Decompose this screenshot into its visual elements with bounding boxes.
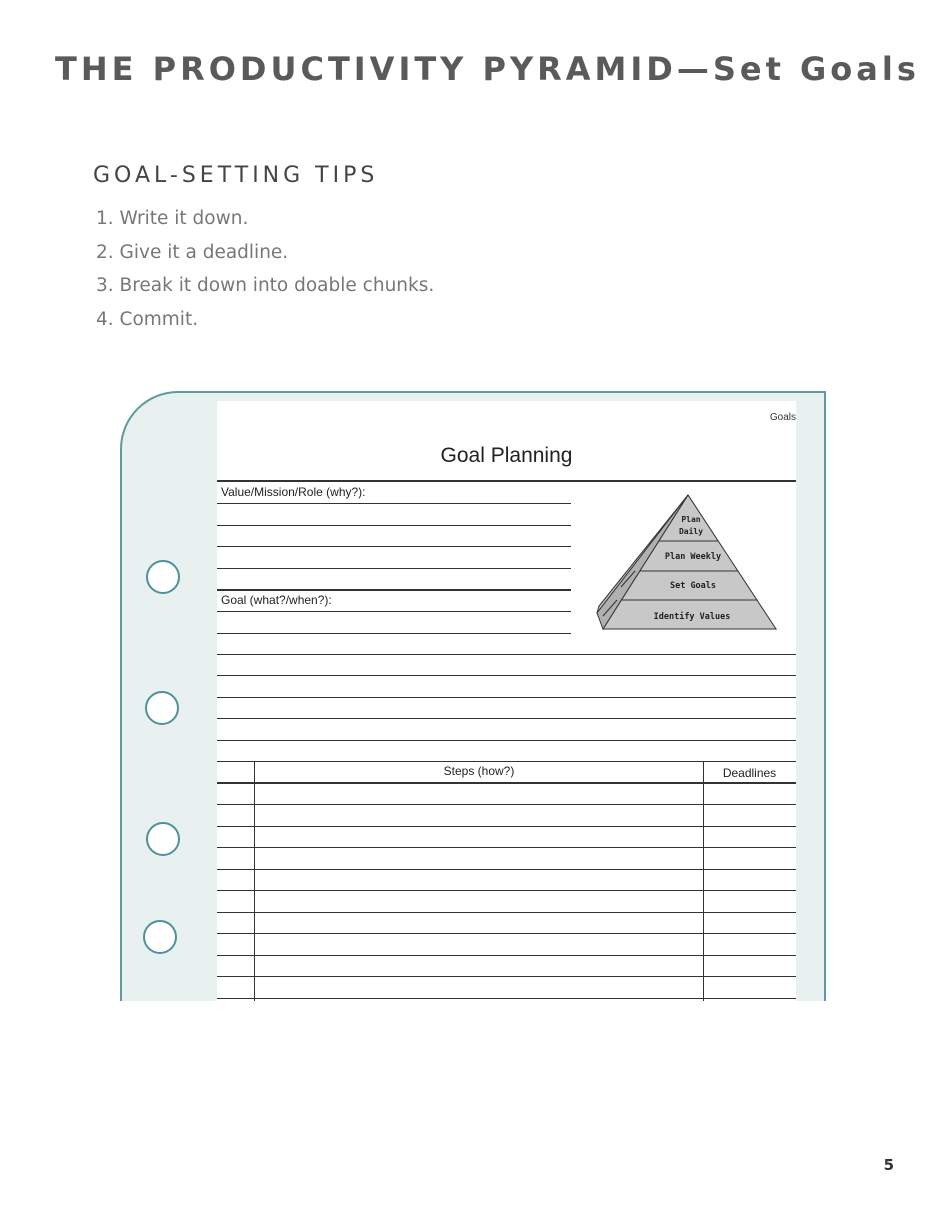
- table-row[interactable]: [217, 869, 796, 870]
- binder-hole: [146, 822, 180, 856]
- tip-item: 2. Give it a deadline.: [96, 241, 289, 263]
- value-line[interactable]: [217, 568, 571, 569]
- table-row[interactable]: [217, 933, 796, 934]
- productivity-pyramid: [595, 491, 780, 633]
- goal-label: Goal (what?/when?):: [221, 593, 332, 607]
- value-line[interactable]: [217, 546, 571, 547]
- goal-line[interactable]: [217, 740, 796, 741]
- goal-line[interactable]: [217, 675, 796, 676]
- table-row[interactable]: [217, 847, 796, 848]
- table-row[interactable]: [217, 998, 796, 999]
- pyramid-level-label: Identify Values: [653, 612, 731, 622]
- goal-line[interactable]: [217, 654, 796, 655]
- pyramid-level-label: Set Goals: [669, 581, 717, 591]
- goal-planning-form: [217, 401, 796, 1001]
- table-row[interactable]: [217, 826, 796, 827]
- value-line[interactable]: [217, 503, 571, 504]
- table-row[interactable]: [217, 976, 796, 977]
- table-col-divider: [703, 762, 704, 1001]
- deadlines-header: Deadlines: [722, 766, 777, 780]
- table-header-rule: [217, 782, 796, 784]
- goal-line[interactable]: [217, 633, 571, 634]
- goals-tab-label: Goals: [769, 412, 796, 423]
- tip-item: 1. Write it down.: [96, 208, 249, 229]
- goal-line[interactable]: [217, 761, 796, 762]
- page-number: 5: [883, 1156, 894, 1174]
- table-row[interactable]: [217, 912, 796, 913]
- binder-hole: [145, 691, 179, 725]
- table-row[interactable]: [217, 890, 796, 891]
- tips-list: [96, 205, 434, 340]
- pyramid-level-label: Daily: [678, 527, 704, 536]
- table-col-divider: [254, 762, 255, 1001]
- goal-line[interactable]: [217, 697, 796, 698]
- form-title: Goal Planning: [440, 444, 573, 467]
- binder-hole: [143, 920, 177, 954]
- section-rule: [217, 589, 571, 591]
- tips-heading: GOAL-SETTING TIPS: [93, 163, 379, 188]
- goal-line[interactable]: [217, 611, 571, 612]
- steps-header: Steps (how?): [443, 764, 515, 778]
- table-row[interactable]: [217, 804, 796, 805]
- pyramid-level-label: Plan Weekly: [664, 552, 722, 562]
- table-row[interactable]: [217, 955, 796, 956]
- form-top-rule: [217, 480, 796, 482]
- binder-hole: [146, 560, 180, 594]
- tip-item: 4. Commit.: [96, 309, 199, 331]
- value-line[interactable]: [217, 525, 571, 526]
- page-title: THE PRODUCTIVITY PYRAMID—Set Goals: [55, 50, 920, 88]
- goal-line[interactable]: [217, 718, 796, 719]
- value-mission-label: Value/Mission/Role (why?):: [221, 485, 366, 499]
- tip-item: 3. Break it down into doable chunks.: [96, 275, 435, 297]
- pyramid-level-label: Plan: [681, 515, 701, 524]
